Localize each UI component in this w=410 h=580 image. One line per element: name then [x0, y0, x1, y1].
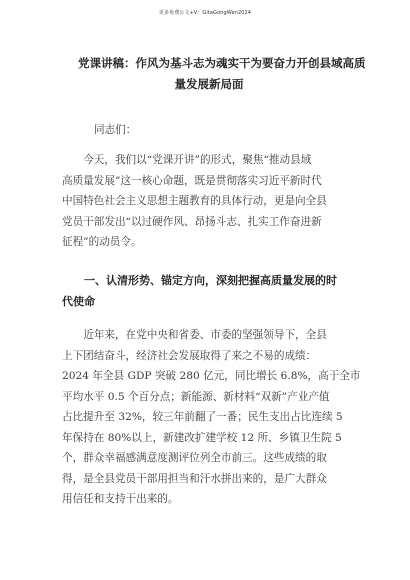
paragraph-line: 平均水平 0.5 个百分点；新能源、新材料“双新”产业产值: [62, 390, 330, 403]
heading-line: 一、认清形势、锚定方向，深刻把握高质量发展的时: [84, 274, 337, 287]
paragraph-line: 占比提升至 32%，较三年前翻了一番；民生支出占比连续 5: [62, 411, 343, 423]
paragraph-line: 年保持在 80%以上，新建改扩建学校 12 所、乡镇卫生院 5: [62, 431, 342, 444]
paragraph-line: 党员干部发出“以过硬作风、昂扬斗志、扎实工作奋进新: [62, 215, 322, 228]
paragraph-intro: [62, 150, 352, 253]
section-heading-1: [62, 270, 350, 312]
paragraph-line: 个，群众幸福感满意度测评位列全市前三。这些成绩的取: [62, 452, 327, 464]
document-title: [78, 53, 366, 95]
salutation: 同志们：: [94, 124, 137, 136]
paragraph-line: 今天，我们以“党课开讲”的形式，聚焦“推动县域: [83, 154, 312, 166]
title-line-2: 量发展新局面: [174, 77, 244, 91]
paragraph-achievements: [62, 325, 361, 510]
paragraph-line: 近年来，在党中央和省委、市委的坚强领导下，全县: [83, 329, 327, 341]
paragraph-line: 高质量发展”这一核心命题，既是贯彻落实习近平新时代: [62, 174, 322, 187]
title-line-1: 党课讲稿：作风为基斗志为魂实干为要奋力开创县域高质: [78, 56, 366, 70]
paragraph-line: 中国特色社会主义思想主题教育的具体行动，更是向全县: [62, 195, 327, 207]
header-note: 更多免费公文+V：GitaGongWen2024: [158, 10, 252, 16]
paragraph-line: 用信任和支持干出来的。: [62, 493, 179, 505]
paragraph-line: 2024 年全县 GDP 突破 280 亿元，同比增长 6.8%，高于全市: [62, 370, 361, 382]
paragraph-line: 征程”的动员令。: [62, 236, 142, 248]
paragraph-line: 得，是全县党员干部用担当和汗水拼出来的，是广大群众: [62, 472, 327, 485]
heading-line: 代使命: [62, 295, 95, 308]
paragraph-line: 上下团结奋斗，经济社会发展取得了来之不易的成绩：: [62, 349, 317, 362]
